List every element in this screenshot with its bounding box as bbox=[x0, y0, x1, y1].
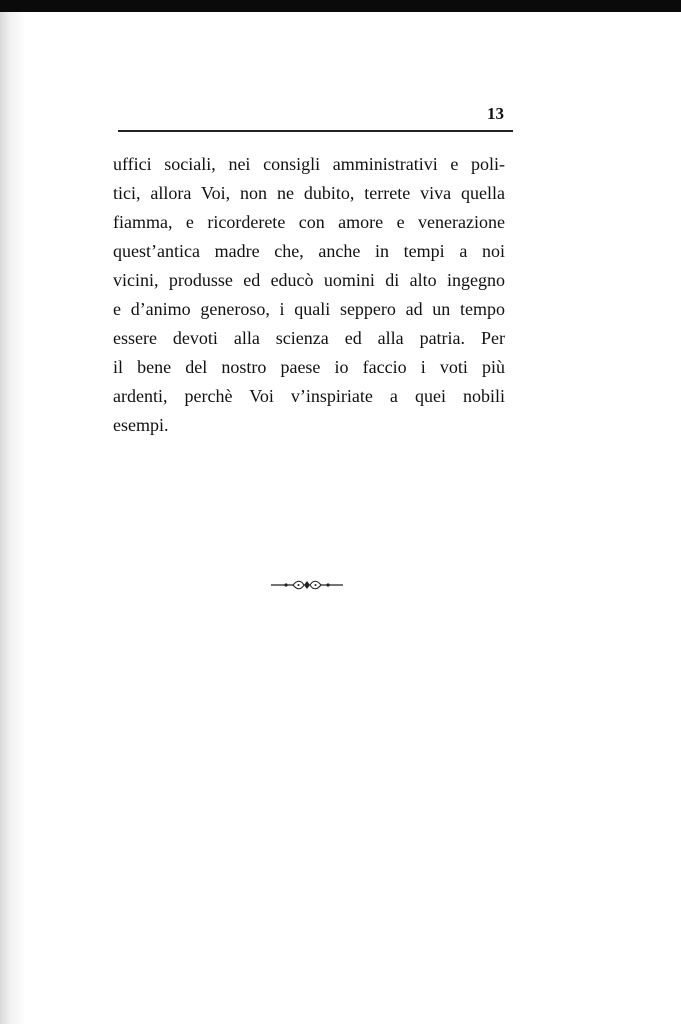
header-rule bbox=[118, 130, 513, 132]
text-line: tici, allora Voi, non ne dubito, terrete viva quella bbox=[113, 183, 505, 203]
text-line: ardenti, perchè Voi v’inspiriate a quei nobili bbox=[113, 386, 505, 406]
text-line: fiamma, e ricorderete con amore e venerazione bbox=[113, 212, 505, 232]
text-line: uffici sociali, nei consigli amministrativi e poli- bbox=[113, 154, 505, 174]
page-number: 13 bbox=[487, 104, 504, 123]
page-left-edge bbox=[0, 12, 26, 1024]
text-line: esempi. bbox=[113, 415, 169, 435]
fleuron-divider-icon bbox=[271, 578, 343, 592]
text-line: il bene del nostro paese io faccio i voti più bbox=[113, 357, 505, 377]
page-top-border bbox=[0, 0, 681, 12]
text-line: quest’antica madre che, anche in tempi a noi bbox=[113, 241, 505, 261]
text-line: e d’animo generoso, i quali seppero ad un tempo bbox=[113, 299, 505, 319]
text-line: vicini, produsse ed educò uomini di alto ingegno bbox=[113, 270, 505, 290]
body-paragraph bbox=[113, 150, 505, 440]
text-line: essere devoti alla scienza ed alla patria. Per bbox=[113, 328, 505, 348]
